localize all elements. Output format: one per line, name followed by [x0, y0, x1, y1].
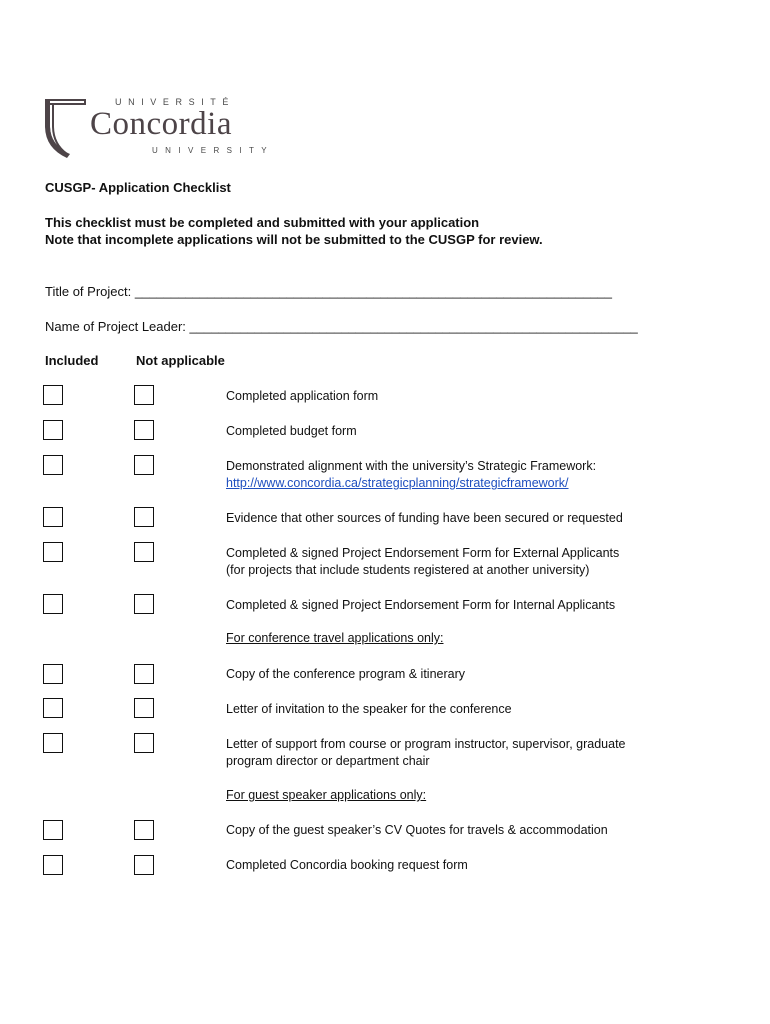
instruction-text: This checklist must be completed and submitted with your application	[45, 215, 480, 230]
checklist-item-label: Copy of the conference program & itinerary	[226, 667, 466, 681]
not-applicable-checkbox[interactable]	[134, 420, 154, 440]
included-checkbox[interactable]	[43, 455, 63, 475]
checklist-item-label: Demonstrated alignment with the university’s Strategic Framework:	[226, 459, 597, 473]
checklist-item-label: Letter of support from course or program instructor, supervisor, graduate	[226, 737, 626, 751]
checklist-item-sublabel: program director or department chair	[226, 754, 430, 768]
not-applicable-checkbox[interactable]	[134, 664, 154, 684]
checklist-item-label: Completed application form	[226, 389, 379, 403]
not-applicable-checkbox[interactable]	[134, 542, 154, 562]
not-applicable-checkbox[interactable]	[134, 594, 154, 614]
included-checkbox[interactable]	[43, 855, 63, 875]
included-checkbox[interactable]	[43, 507, 63, 527]
not-applicable-checkbox[interactable]	[134, 455, 154, 475]
page-title: CUSGP- Application Checklist	[45, 180, 231, 195]
project-leader-field[interactable]: Name of Project Leader: ______________________________________________________________	[45, 319, 638, 334]
not-applicable-column-header: Not applicable	[136, 353, 225, 368]
not-applicable-checkbox[interactable]	[134, 385, 154, 405]
included-column-header: Included	[45, 353, 99, 368]
included-checkbox[interactable]	[43, 733, 63, 753]
included-checkbox[interactable]	[43, 664, 63, 684]
logo-university-text: UNIVERSITY	[152, 146, 275, 155]
title-of-project-field[interactable]: Title of Project: __________________________________________________________________	[45, 284, 613, 299]
strategic-framework-link[interactable]: http://www.concordia.ca/strategicplanning/strategicframework/	[226, 476, 569, 490]
checklist-item-label: Completed budget form	[226, 424, 357, 438]
conference-section-heading: For conference travel applications only:	[226, 631, 444, 645]
included-checkbox[interactable]	[43, 594, 63, 614]
checklist-item-label: Completed Concordia booking request form	[226, 858, 468, 872]
included-checkbox[interactable]	[43, 385, 63, 405]
not-applicable-checkbox[interactable]	[134, 733, 154, 753]
checklist-item-label: Evidence that other sources of funding have been secured or requested	[226, 511, 623, 525]
checklist-item-label: Completed & signed Project Endorsement Form for Internal Applicants	[226, 598, 616, 612]
checklist-item-label: Copy of the guest speaker’s CV Quotes for travels & accommodation	[226, 823, 608, 837]
included-checkbox[interactable]	[43, 420, 63, 440]
included-checkbox[interactable]	[43, 542, 63, 562]
logo-universite-text: UNIVERSITÉ	[115, 97, 236, 107]
not-applicable-checkbox[interactable]	[134, 698, 154, 718]
not-applicable-checkbox[interactable]	[134, 855, 154, 875]
not-applicable-checkbox[interactable]	[134, 820, 154, 840]
included-checkbox[interactable]	[43, 698, 63, 718]
checklist-item-sublabel: (for projects that include students registered at another university)	[226, 563, 590, 577]
checklist-item-label: Letter of invitation to the speaker for the conference	[226, 702, 512, 716]
logo-wordmark: Concordia	[90, 106, 232, 142]
not-applicable-checkbox[interactable]	[134, 507, 154, 527]
included-checkbox[interactable]	[43, 820, 63, 840]
checklist-item-label: Completed & signed Project Endorsement Form for External Applicants	[226, 546, 620, 560]
note-text: Note that incomplete applications will not be submitted to the CUSGP for review.	[45, 232, 543, 247]
guest-speaker-section-heading: For guest speaker applications only:	[226, 788, 427, 802]
